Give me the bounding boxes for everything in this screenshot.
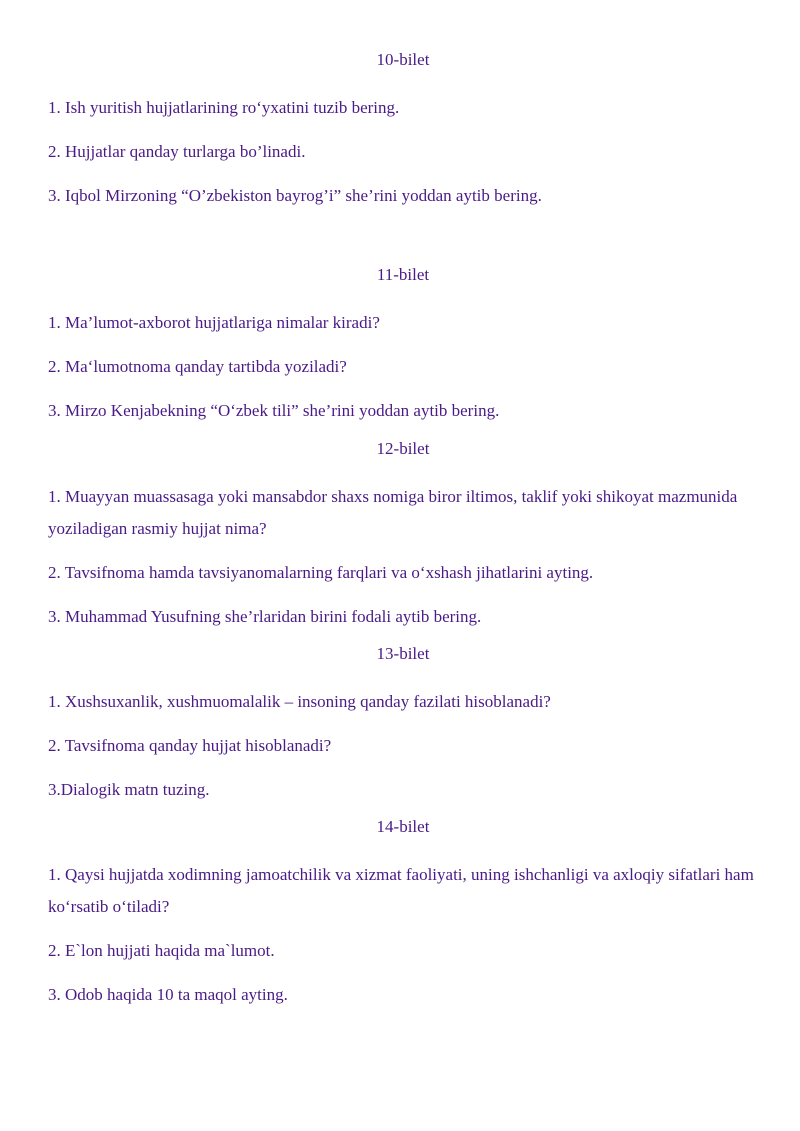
ticket-12 (48, 439, 758, 645)
question-1: 1. Muayyan muassasaga yoki mansabdor shaxs nomiga biror iltimos, taklif yoki shikoyat mazmunida yoziladigan rasmiy hujjat nima? (48, 487, 738, 538)
question-1: 1. Xushsuxanlik, xushmuomalalik – insoning qanday fazilati hisoblanadi? (48, 692, 551, 711)
question-1: 1. Ma’lumot-axborot hujjatlariga nimalar kiradi? (48, 313, 380, 332)
question-1: 1. Qaysi hujjatda xodimning jamoatchilik va xizmat faoliyati, uning ishchanligi va axloqiy sifatlari ham ko‘rsatib o‘tiladi? (48, 865, 754, 916)
question-3: 3. Iqbol Mirzoning “O’zbekiston bayrog’i” she’rini yoddan aytib bering. (48, 186, 542, 205)
ticket-title: 11-bilet (376, 265, 430, 284)
question-2: 2. Tavsifnoma qanday hujjat hisoblanadi? (48, 736, 332, 755)
question-1: 1. Ish yuritish hujjatlarining ro‘yxatini tuzib bering. (48, 98, 400, 117)
question-3: 3. Muhammad Yusufning she’rlaridan birini fodali aytib bering. (48, 607, 482, 626)
ticket-title: 10-bilet (376, 50, 430, 69)
ticket-13 (48, 644, 758, 818)
ticket-14 (48, 817, 758, 1023)
ticket-11 (48, 265, 758, 439)
question-2: 2. E`lon hujjati haqida ma`lumot. (48, 941, 275, 960)
ticket-title: 14-bilet (376, 817, 430, 836)
question-2: 2. Ma‘lumotnoma qanday tartibda yoziladi? (48, 357, 347, 376)
question-3: 3.Dialogik matn tuzing. (48, 780, 210, 799)
question-2: 2. Tavsifnoma hamda tavsiyanomalarning farqlari va o‘xshash jihatlarini ayting. (48, 563, 594, 582)
ticket-title: 12-bilet (376, 439, 430, 458)
ticket-title: 13-bilet (376, 644, 430, 663)
question-3: 3. Odob haqida 10 ta maqol ayting. (48, 985, 288, 1004)
ticket-10 (48, 50, 758, 224)
question-3: 3. Mirzo Kenjabekning “O‘zbek tili” she’rini yoddan aytib bering. (48, 401, 500, 420)
question-2: 2. Hujjatlar qanday turlarga bo’linadi. (48, 142, 306, 161)
